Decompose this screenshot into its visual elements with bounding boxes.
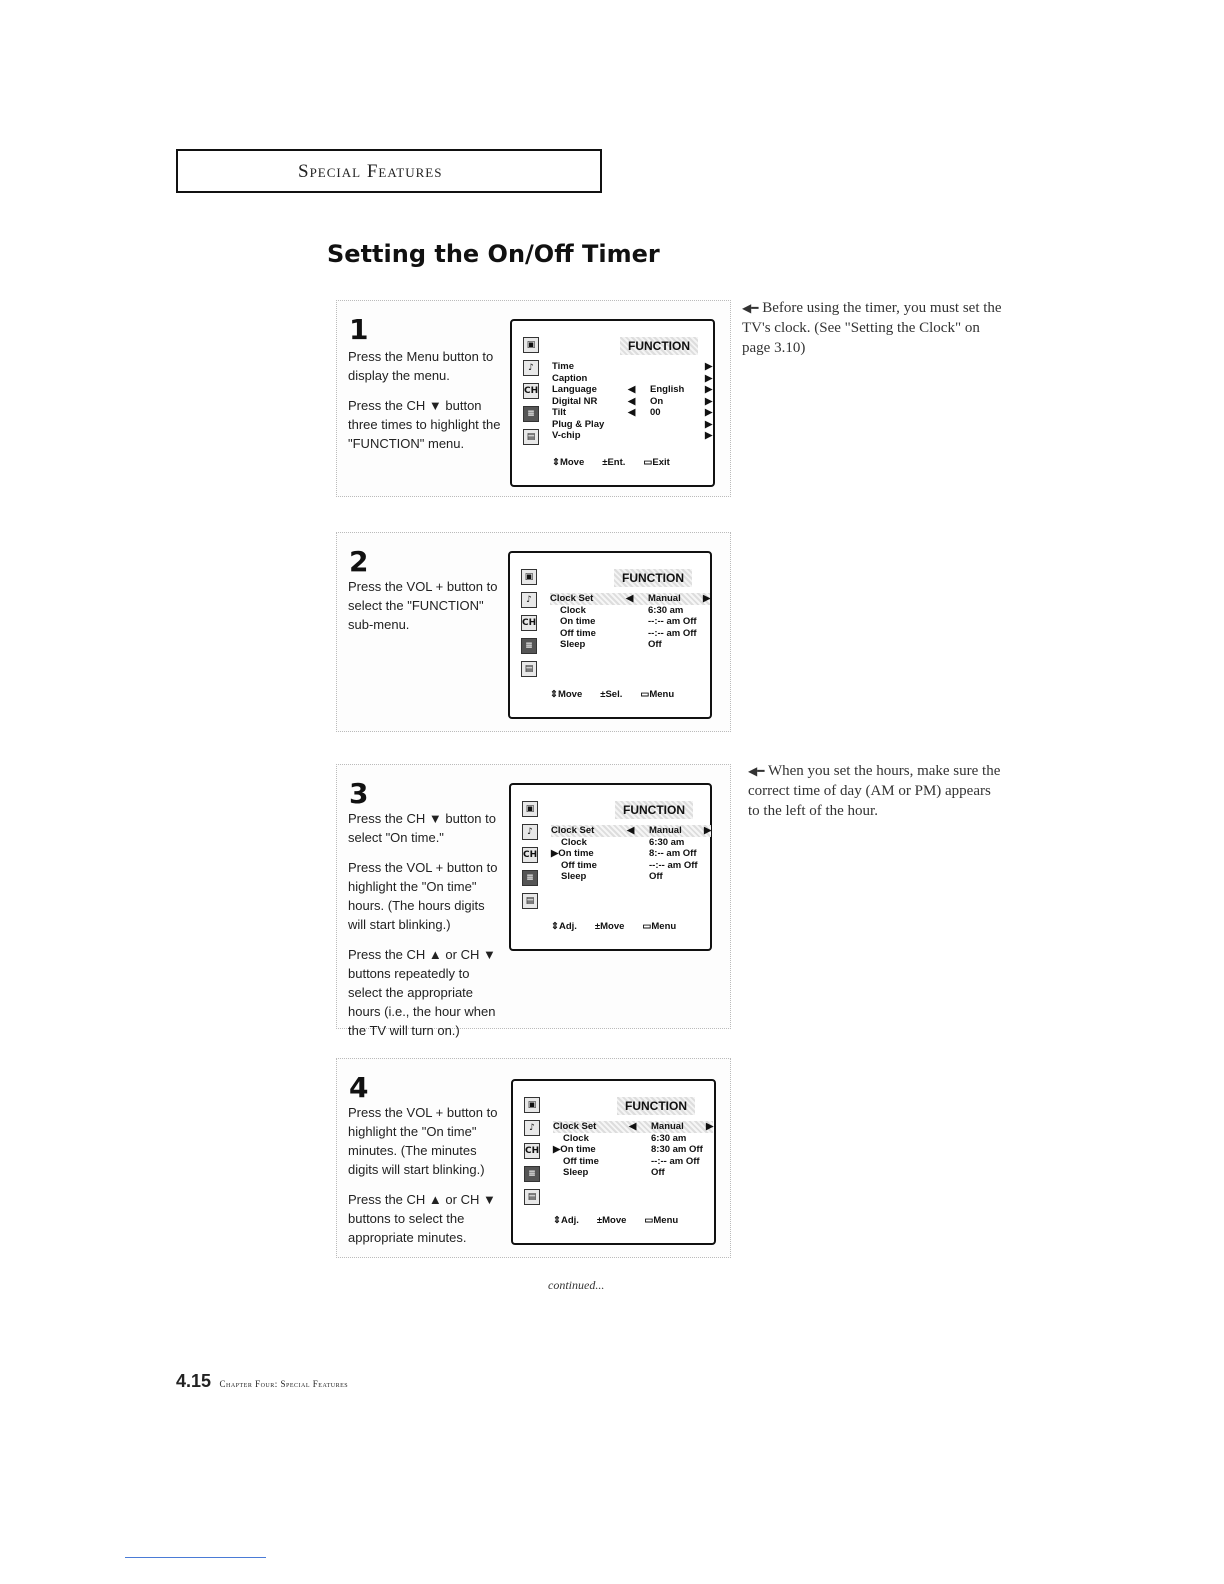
left-arrow-icon: [628, 373, 650, 385]
left-arrow-icon: [629, 1144, 651, 1156]
menu-row-selected: [551, 848, 711, 860]
row-label: Sleep: [561, 871, 587, 882]
step-instructions: [348, 1103, 506, 1258]
row-value: Off: [649, 871, 663, 882]
left-arrow-icon: [629, 1133, 651, 1145]
left-arrow-icon: [629, 1156, 651, 1168]
function-menu-icon: ≡: [524, 1166, 540, 1182]
row-value: [650, 373, 705, 385]
row-label: Tilt: [552, 407, 567, 418]
instruction-text: Press the CH ▼ button three times to highlight the "FUNCTION" menu.: [348, 398, 501, 451]
row-value: 8:-- am Off: [649, 848, 697, 859]
left-arrow-icon: [629, 1167, 651, 1179]
footer-hint: ▭Exit: [643, 457, 670, 468]
row-label: ▶On time: [553, 1144, 596, 1155]
row-label: Sleep: [563, 1167, 589, 1178]
page-title: Setting the On/Off Timer: [327, 240, 660, 268]
row-label: Clock: [560, 604, 586, 616]
instruction-text: Press the VOL + button to select the "FUNCTION" sub-menu.: [348, 579, 498, 632]
step-instructions: [348, 577, 498, 645]
left-arrow-icon: ◀: [628, 407, 636, 418]
row-value: On: [650, 395, 664, 407]
right-arrow-icon: ▶: [705, 418, 713, 430]
row-value: 00: [650, 407, 661, 418]
row-label: Clock: [563, 1132, 589, 1144]
footer-hint: ▭Menu: [640, 689, 675, 700]
step-number: 2: [349, 545, 369, 578]
right-arrow-icon: ▶: [703, 593, 711, 604]
left-arrow-icon: [628, 419, 650, 431]
row-value: English: [650, 384, 685, 395]
setup-menu-icon: ▤: [522, 893, 538, 909]
section-header-text: Special Features: [298, 161, 443, 182]
left-arrow-icon: [628, 430, 650, 442]
footer-hint: ⇕Move: [550, 689, 583, 700]
menu-row-highlighted: [551, 825, 711, 837]
footer-hint: ▭Menu: [642, 921, 677, 932]
left-arrow-icon: [626, 616, 648, 628]
row-label: Plug & Play: [552, 418, 605, 430]
row-label: Language: [552, 384, 597, 395]
row-value: --:-- am Off: [651, 1155, 700, 1167]
step-4-panel: [336, 1058, 731, 1258]
row-value: [650, 419, 705, 431]
note-text: When you set the hours, make sure the correct time of day (AM or PM) appears to the left of the hour.: [748, 763, 1001, 819]
menu-row-selected: [553, 1144, 713, 1156]
screen-footer: [553, 1215, 678, 1226]
left-arrow-icon: [627, 860, 649, 872]
menu-row: [552, 384, 712, 396]
row-label: Clock Set: [553, 1121, 597, 1132]
footer-hint: ±Move: [596, 1215, 627, 1226]
tv-menu-screen: [510, 319, 715, 487]
menu-rows: [551, 825, 711, 883]
row-label: Digital NR: [552, 395, 598, 407]
right-arrow-icon: ▶: [704, 825, 712, 836]
footer-hint: ▭Menu: [644, 1215, 679, 1226]
left-arrow-icon: [627, 848, 649, 860]
function-menu-icon: ≡: [521, 638, 537, 654]
screen-title: FUNCTION: [614, 569, 692, 587]
right-arrow-icon: ▶: [705, 384, 713, 395]
menu-icon-column: [523, 337, 541, 452]
picture-menu-icon: ▣: [522, 801, 538, 817]
row-label: Time: [552, 361, 575, 372]
channel-menu-icon: CH: [522, 847, 538, 863]
row-value: Manual: [651, 1121, 684, 1132]
screen-title: FUNCTION: [617, 1097, 695, 1115]
step-instructions: [348, 347, 508, 464]
menu-row: [551, 837, 711, 849]
menu-rows: [552, 361, 712, 442]
menu-row-highlighted: [550, 593, 710, 605]
screen-footer: [552, 457, 670, 468]
instruction-text: Press the CH ▲ or CH ▼ buttons repeatedly to select the appropriate hours (i.e., the hour when the TV will turn on.): [348, 947, 496, 1038]
instruction-text: Press the Menu button to display the menu.: [348, 349, 494, 383]
instruction-text: Press the CH ▼ button to select "On time.": [348, 811, 496, 845]
sound-menu-icon: ♪: [524, 1120, 540, 1136]
left-arrow-icon: [628, 361, 650, 373]
channel-menu-icon: CH: [521, 615, 537, 631]
row-label: V-chip: [552, 430, 581, 441]
step-number: 1: [349, 313, 369, 346]
menu-icon-column: [521, 569, 539, 684]
right-arrow-icon: ▶: [706, 1121, 714, 1132]
menu-row: [550, 616, 710, 628]
function-menu-icon: ≡: [522, 870, 538, 886]
note-text: Before using the timer, you must set the TV's clock. (See "Setting the Clock" on page 3.10): [742, 300, 1002, 356]
menu-row: [553, 1133, 713, 1145]
left-arrow-icon: ◀: [626, 593, 634, 604]
menu-row: [552, 407, 712, 419]
row-value: 6:30 am: [649, 836, 685, 848]
footer-hint: ⇕Adj.: [551, 921, 577, 932]
tv-menu-screen: [511, 1079, 716, 1245]
screen-title: FUNCTION: [620, 337, 698, 355]
screen-title: FUNCTION: [615, 801, 693, 819]
function-menu-icon: ≡: [523, 406, 539, 422]
row-value: --:-- am Off: [649, 859, 698, 871]
row-label: Off time: [561, 859, 597, 871]
page-footer: [176, 1371, 348, 1392]
footer-hint: ⇕Move: [552, 457, 585, 468]
setup-menu-icon: ▤: [523, 429, 539, 445]
footer-hint: ⇕Adj.: [553, 1215, 579, 1226]
row-value: 6:30 am: [648, 604, 684, 616]
setup-menu-icon: ▤: [524, 1189, 540, 1205]
left-arrow-icon: [627, 871, 649, 883]
menu-row-highlighted: [553, 1121, 713, 1133]
row-label: Sleep: [560, 639, 586, 650]
divider: [125, 1557, 266, 1558]
note-arrow-icon: ◀━: [742, 301, 759, 315]
menu-icon-column: [524, 1097, 542, 1212]
row-value: Off: [648, 639, 662, 650]
sound-menu-icon: ♪: [521, 592, 537, 608]
menu-icon-column: [522, 801, 540, 916]
step-1-panel: [336, 300, 731, 497]
right-arrow-icon: ▶: [705, 361, 713, 372]
step-2-panel: [336, 532, 731, 732]
menu-row: [553, 1167, 713, 1179]
note-clock: [742, 298, 1007, 358]
row-label: Clock: [561, 836, 587, 848]
row-value: [650, 361, 705, 373]
row-label: Off time: [563, 1155, 599, 1167]
menu-row: [550, 628, 710, 640]
row-label: Clock Set: [550, 593, 594, 604]
footer-hint: ±Ent.: [602, 457, 626, 468]
step-instructions: [348, 809, 506, 1051]
row-value: --:-- am Off: [648, 616, 697, 627]
right-arrow-icon: ▶: [705, 407, 713, 418]
menu-row: [550, 639, 710, 651]
page-number: 4.15: [176, 1371, 212, 1391]
row-label: On time: [560, 616, 596, 627]
row-value: Manual: [648, 593, 681, 604]
menu-row: [551, 871, 711, 883]
channel-menu-icon: CH: [524, 1143, 540, 1159]
setup-menu-icon: ▤: [521, 661, 537, 677]
menu-row: [552, 361, 712, 373]
row-label: Off time: [560, 627, 596, 639]
chapter-label: Chapter Four: Special Features: [219, 1379, 349, 1389]
left-arrow-icon: [626, 628, 648, 640]
row-value: --:-- am Off: [648, 627, 697, 639]
screen-footer: [551, 921, 676, 932]
menu-rows: [550, 593, 710, 651]
left-arrow-icon: ◀: [628, 384, 636, 395]
picture-menu-icon: ▣: [524, 1097, 540, 1113]
row-value: 8:30 am Off: [651, 1144, 703, 1155]
row-value: [650, 430, 705, 442]
menu-row: [552, 396, 712, 408]
right-arrow-icon: ▶: [705, 430, 713, 441]
row-value: Manual: [649, 825, 682, 836]
row-value: 6:30 am: [651, 1132, 687, 1144]
left-arrow-icon: [626, 605, 648, 617]
row-value: Off: [651, 1167, 665, 1178]
left-arrow-icon: ◀: [627, 825, 635, 836]
note-hours: [748, 761, 1004, 821]
step-number: 3: [349, 777, 369, 810]
note-arrow-icon: ◀━: [748, 764, 765, 778]
menu-row: [550, 605, 710, 617]
left-arrow-icon: [627, 837, 649, 849]
footer-hint: ±Sel.: [600, 689, 623, 700]
menu-rows: [553, 1121, 713, 1179]
left-arrow-icon: ◀: [629, 1121, 637, 1132]
continued-label: continued...: [548, 1278, 605, 1292]
row-label: Caption: [552, 372, 588, 384]
step-3-panel: [336, 764, 731, 1038]
sound-menu-icon: ♪: [523, 360, 539, 376]
picture-menu-icon: ▣: [521, 569, 537, 585]
screen-footer: [550, 689, 674, 700]
row-label: ▶On time: [551, 848, 594, 859]
section-header: [176, 149, 602, 193]
sound-menu-icon: ♪: [522, 824, 538, 840]
left-arrow-icon: ◀: [628, 395, 636, 407]
menu-row: [552, 373, 712, 385]
left-arrow-icon: [626, 639, 648, 651]
instruction-text: Press the VOL + button to highlight the "On time" minutes. (The minutes digits will start blinking.): [348, 1105, 498, 1177]
footer-hint: ±Move: [594, 921, 625, 932]
menu-row: [553, 1156, 713, 1168]
instruction-text: Press the CH ▲ or CH ▼ buttons to select the appropriate minutes.: [348, 1192, 496, 1245]
menu-row: [552, 419, 712, 431]
step-number: 4: [349, 1071, 369, 1104]
tv-menu-screen: [509, 783, 712, 951]
right-arrow-icon: ▶: [705, 372, 713, 384]
right-arrow-icon: ▶: [705, 395, 713, 407]
menu-row: [551, 860, 711, 872]
row-label: Clock Set: [551, 825, 595, 836]
channel-menu-icon: CH: [523, 383, 539, 399]
instruction-text: Press the VOL + button to highlight the "On time" hours. (The hours digits will start blinking.): [348, 860, 498, 932]
picture-menu-icon: ▣: [523, 337, 539, 353]
tv-menu-screen: [508, 551, 712, 719]
menu-row: [552, 430, 712, 442]
